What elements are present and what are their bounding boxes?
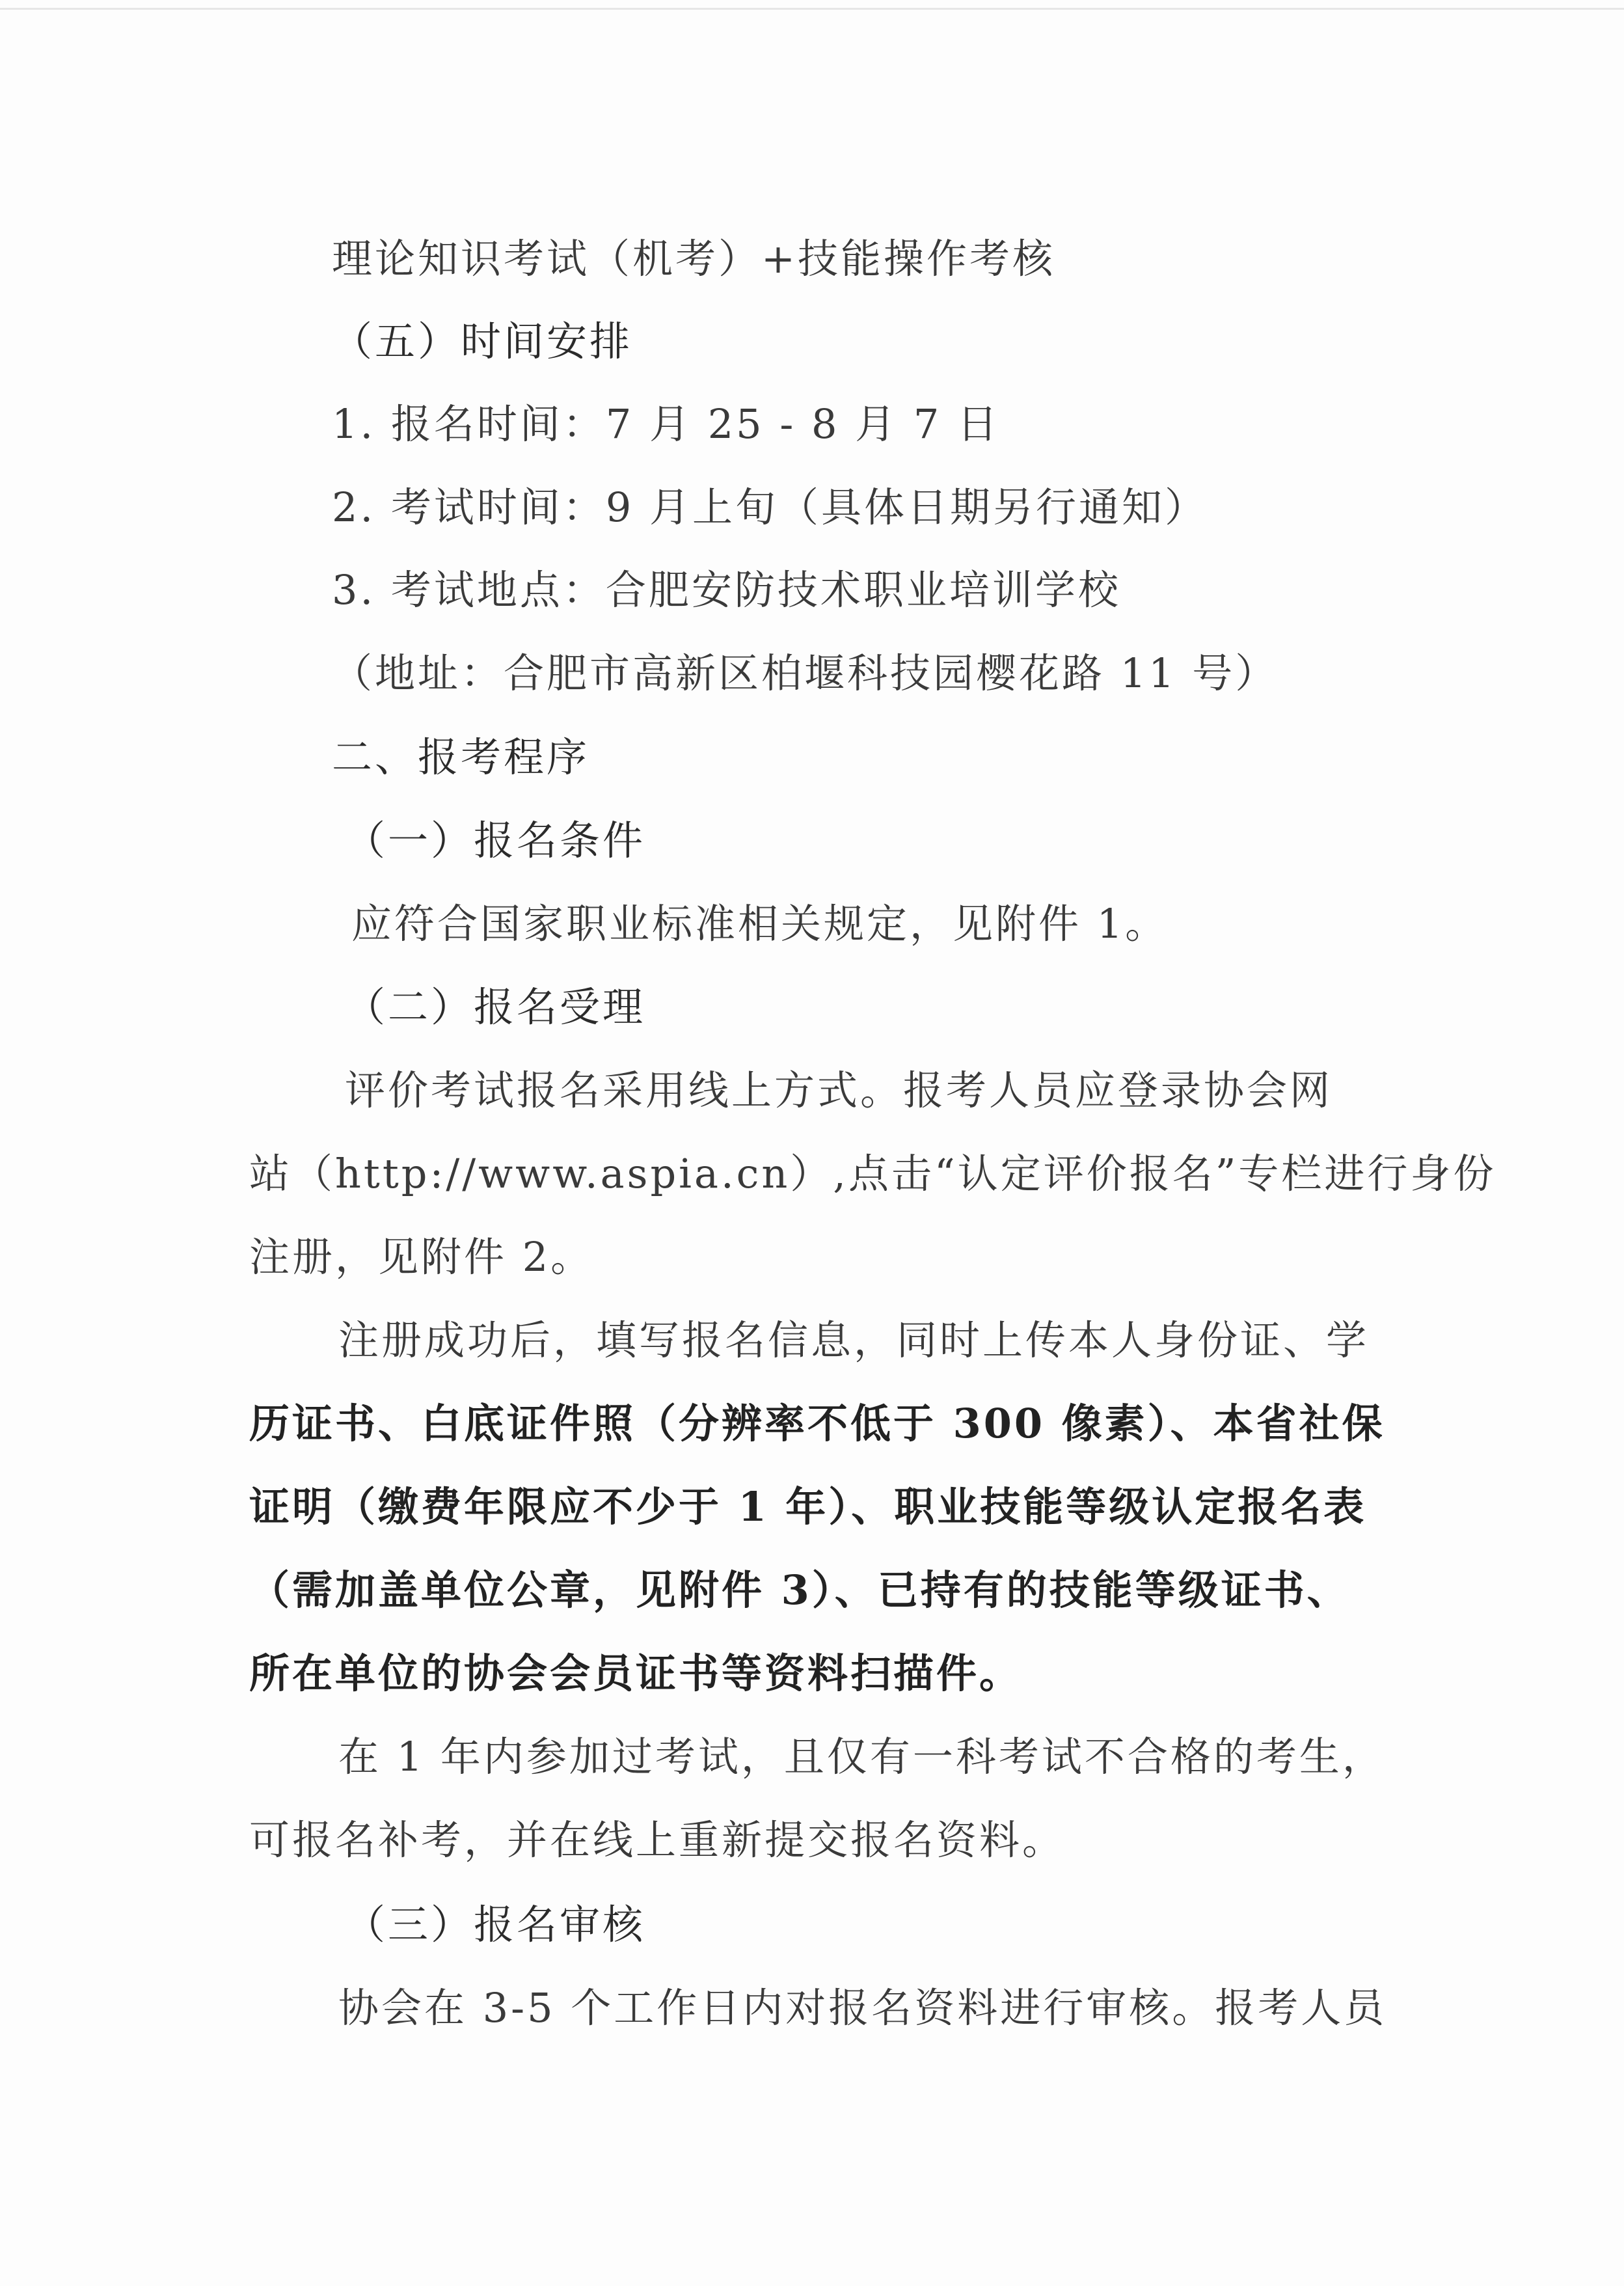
- materials-paragraph-line-1: 注册成功后，填写报名信息，同时上传本人身份证、学: [338, 1316, 1370, 1364]
- exam-location-line: 3. 考试地点：合肥安防技术职业培训学校: [332, 566, 1121, 614]
- review-paragraph-line-1: 协会在 3-5 个工作日内对报名资料进行审核。报考人员: [338, 1984, 1387, 2032]
- exam-time-line: 2. 考试时间：9 月上旬（具体日期另行通知）: [332, 483, 1208, 531]
- materials-paragraph-line-5: 所在单位的协会会员证书等资料扫描件。: [249, 1650, 1023, 1697]
- registration-time-line: 1. 报名时间：7 月 25 - 8 月 7 日: [332, 400, 1000, 448]
- section-heading-procedure: 二、报考程序: [332, 733, 590, 781]
- materials-paragraph-line-3: 证明（缴费年限应不少于 1 年）、职业技能等级认定报名表: [249, 1483, 1367, 1531]
- acceptance-paragraph-line-3: 注册，见附件 2。: [249, 1233, 594, 1281]
- subsection-heading-conditions: （一）报名条件: [345, 817, 646, 864]
- subsection-heading-review: （三）报名审核: [345, 1901, 646, 1948]
- conditions-text-line: 应符合国家职业标准相关规定，见附件 1。: [351, 900, 1169, 947]
- acceptance-paragraph-line-1: 评价考试报名采用线上方式。报考人员应登录协会网: [345, 1067, 1333, 1114]
- section-heading-schedule: （五）时间安排: [332, 318, 633, 365]
- makeup-paragraph-line-2: 可报名补考，并在线上重新提交报名资料。: [249, 1816, 1066, 1864]
- acceptance-paragraph-line-2: 站（http://www.aspia.cn）,点击“认定评价报名”专栏进行身份: [249, 1150, 1496, 1197]
- page-top-edge: [0, 8, 1624, 10]
- materials-paragraph-line-4: （需加盖单位公章，见附件 3）、已持有的技能等级证书、: [249, 1566, 1350, 1614]
- materials-paragraph-line-2: 历证书、白底证件照（分辨率不低于 300 像素）、本省社保: [249, 1400, 1385, 1447]
- makeup-paragraph-line-1: 在 1 年内参加过考试，且仅有一科考试不合格的考生，: [338, 1733, 1385, 1780]
- exam-format-line: 理论知识考试（机考）+技能操作考核: [332, 235, 1055, 282]
- address-line: （地址：合肥市高新区柏堰科技园樱花路 11 号）: [332, 649, 1279, 697]
- subsection-heading-acceptance: （二）报名受理: [345, 983, 646, 1031]
